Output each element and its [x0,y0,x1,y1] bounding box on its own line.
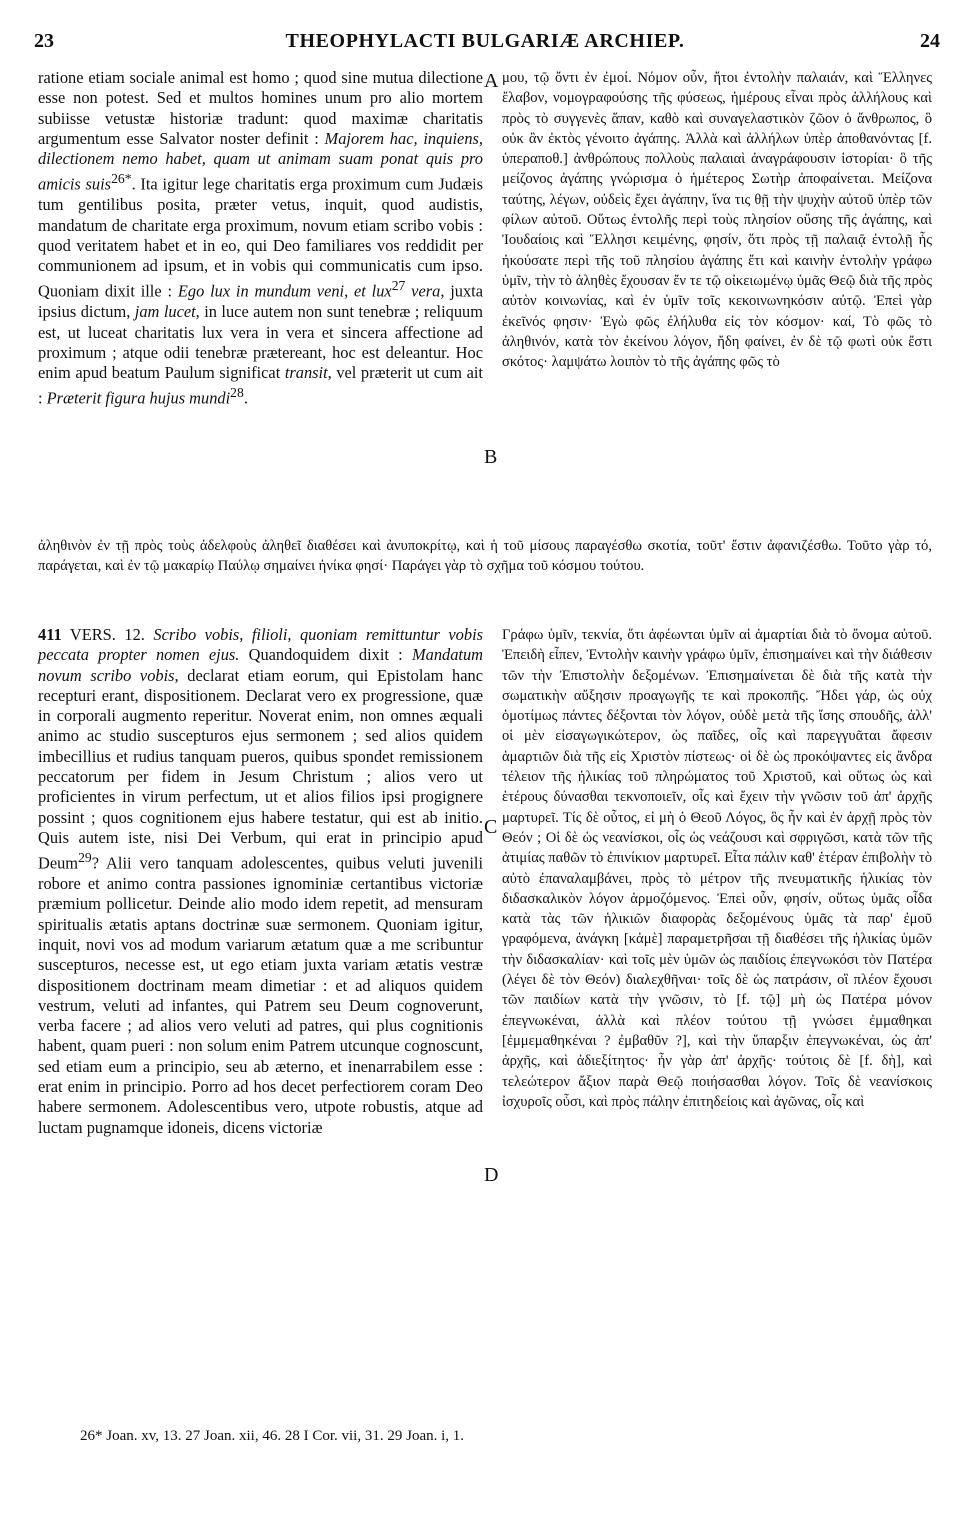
latin-text: , declarat etiam eorum, qui Epistolam hanc recepturi erant, dispositionem. Declarat vero ex progressione, quæ in corporali augmento reperitur. Noverat enim, non omnes æquali animo ac studio suscepturos ejus sermonem ; sed alios quidem imbecillius et rudius tanquam pueros, quibus spondet remissionem peccatorum per fidem in Jesum Christum ; alios vero ut proficientes in virum perfectum, ut et alios filios ipsi progignere possint ; quos cognitionem ejus habere testatur, qui est ab initio. Quis autem iste, nisi Dei Verbum, qui erat in principio apud Deum [38,665,483,873]
scripture-quote: jam lucet [134,302,196,322]
page-number-left: 23 [34,30,54,52]
section-number: 411 [38,625,62,644]
greek-paragraph: μου, τῷ ὄντι ἐν ἐμοί. Νόμον οὖν, ἤτοι ἐντολὴν παλαιάν, καὶ Ἕλληνες ἔλαβον, νομογραφούσης τῆς φύσεως, ἡμέρους εἶναι πρὸς ἀλλήλους καὶ πρὸς τὸ συγγενὲς ἅπαν, καθὸ καὶ συναγελαστικὸν ζῶον ὁ ἄνθρωπος, ὃ οὐκ ἂν ἐκτὸς γένοιτο ἀγάπης. Ἀλλὰ καὶ ἀλλήλων ὑπὲρ ἀποθανόντας [f. ὑπεραποθ.] ἀνθρώπους πολλοὺς παλαιαὶ ἀναγράφουσιν ἱστορίαι· ὃ τῆς μείζονος ἀγάπης γνώρισμα ὁ ἡμέτερος Σωτὴρ ἀποφαίνεται. Μείζονα ταύτης, λέγων, οὐδεὶς ἔχει ἀγάπην, ἵνα τις θῇ τὴν ψυχὴν αὐτοῦ ὑπὲρ τῶν φίλων αὐτοῦ. Οὕτως ἐντολῆς περὶ τοὺς πλησίον οὔσης τῆς ἀγάπης, καὶ Ἰουδαίοις καὶ Ἕλλησι κειμένης, φησίν, ὅτι πρὸς τῇ παλαιᾷ ἐντολῇ ἧς ἠκούσατε περὶ τῆς τοῦ πλησίου ἀγάπης ἔτι καὶ καινὴν ἐντολὴν γράφω ὑμῖν, τὴν τὸ ἀληθὲς ἔχουσαν ἔν τε τῷ οἰκειωμένῳ ὑμᾶς Θεῷ διὰ τῆς πρὸς αὐτὸν κοινωνίας, καὶ ἐν ὑμῖν τοῖς κεκοινωνηκόσιν αὐτῷ. Ἐπεὶ γὰρ ἐκεῖνός φησιν· Ἐγὼ φῶς ἐλήλυθα εἰς τὸν κόσμον· καί, Τὸ φῶς τὸ ἀληθινόν, κατὰ τὸν ἐκείνου λόγον, ἤδη φαίνει, ἐν δὲ τῷ φωτὶ οὐκ ἔστι σκότος· λαμψάτω λοιπὸν τὸ τῆς ἀγάπης φῶς τὸ [502,70,932,371]
latin-text: . Ita igitur lege charitatis erga proximum cum Judæis tum gentilibus posita, præter vetus, inquit, quod audistis, mandatum de charitate erga proximum, novum etiam scribo vobis : quod veritatem habet et in eo, qui Deo familiares vos reddidit per communionem ad ipsum, et in vobis qui communicatis cum ipso. Quoniam dixit ille : [38,174,483,301]
latin-text: , juxta ipsius dictum, [38,281,484,322]
latin-text: ratione etiam sociale animal est homo ; quod sine mutua dilectione esse non potest. Sed et multos homines unum pro alio mortem subiisse vetustæ historiæ tradunt: quod maximæ charitatis argumentum esse Salvator noster definit : [38,68,483,148]
greek-column-top [502,68,932,372]
latin-column-top [38,68,483,409]
footnote-ref: 28 [230,385,244,401]
footnote-ref: 27 [391,278,406,294]
greek-paragraph: Γράφω ὑμῖν, τεκνία, ὅτι ἀφέωνται ὑμῖν αἱ ἁμαρτίαι διὰ τὸ ὄνομα αὐτοῦ. Ἐπειδὴ εἶπεν, Ἐντολὴν καινὴν γράφω ὑμῖν, ἐπισημαίνει καὶ τὴν διάθεσιν τῶν τὴν Ἐπιστολὴν δεξομένων. Ἐπισημαίνεται δὲ διὰ τῆς κατὰ τὴν σωματικὴν αὔξησιν προαγωγῆς τε καὶ προκοπῆς. Ἤδει γάρ, ὡς οὐχ ὁμοτίμως πάντες δέξονται τὸν λόγον, οὐδὲ μετὰ τῆς ἴσης σπουδῆς, ἀλλ' οἱ μὲν εἰσαγωγικώτερον, ὡς παῖδες, οἷς καὶ παρεγγυᾶται ἄφεσιν ἁμαρτιῶν διὰ τῆς εἰς Χριστὸν πίστεως· οἱ δὲ ὡς προκόψαντες εἰς ἄνδρα τέλειον τῆς ἡλικίας τοῦ πληρώματος τοῦ Χριστοῦ, καὶ οὕτως ὡς καὶ ἑτέρους δύνασθαι τεκνοποιεῖν, οἷς καὶ ἔχειν τὴν γνῶσιν τοῦ ἀπ' ἀρχῆς μαρτυρεῖ. Τίς δὲ οὗτος, εἰ μὴ ὁ Θεοῦ Λόγος, ὃς ἦν καὶ ἐν ἀρχῇ πρὸς τὸν Θεόν ; Οἱ δὲ ὡς νεανίσκοι, οἷς ὡς νεάζουσι καὶ σφριγῶσι, κατὰ τῶν τῆς ἀτιμίας παθῶν τὸ ἐπινίκιον μαρτυρεῖ. Εἶτα πάλιν καθ' ἑτέραν ἐπιβολὴν τὸ αὐτὸ ἐπαναλαμβάνει, πρὸς τὸ μέτρον τῆς πνευματικῆς ἡλικίας τὸν διδασκαλικὸν λόγον ἁρμοζόμενος. Ἐπεὶ οὖν, φησίν, οὕτως ὑμᾶς οἶδα κατὰ τὰς τῶν ἡλικιῶν διαφορὰς δεξομένους ὑμᾶς τὰ παρ' ἐμοῦ γραφόμενα, ἀνάγκη [κἀμὲ] παραμετρῆσαι τῇ διαθέσει τῆς ἡλικίας ὑμῶν τὴν διδασκαλίαν· καὶ τοῖς μὲν ὑμῶν ὡς παιδίοις ἐπεγνωκόσι τὸν Πατέρα (λέγει δὲ τὸν Θεόν) διαλεχθῆναι· τοῖς δὲ ὡς πατράσιν, οἳ πλέον ἔχουσι τῶν παιδίων κατὰ τὴν γνῶσιν, τὸ [f. τῷ] μὴ ὡς Πατέρα μόνον ἐπεγνωκέναι, ἀλλὰ καὶ πλέον τούτου τῇ γνώσει ἐμμαθηκαι [ἐμμεμαθηκέναι ? ἐμβαθῦν ?], καὶ τὴν ὕπαρξιν ἐπεγνωκέναι, ὡς ἀπ' ἀρχῆς, καὶ ἀδιεξίτητος· ἦν γὰρ ἀπ' ἀρχῆς· τούτοις δὲ [f. δὴ], καὶ τελεώτερον ἄξιον παρὰ Θεῷ ποιήσασθαι λόγον. Τοῖς δὲ νεανίσκοις ἰσχυροῖς οὖσι, καὶ πρὸς πάλην ἐπιτηδείοις καὶ ἀγῶνας, οἷς καὶ [502,627,932,1110]
footnote-ref: 29 [78,850,92,866]
greek-paragraph: ἀληθινὸν ἐν τῇ πρὸς τοὺς ἀδελφοὺς ἀληθεῖ διαθέσει καὶ ἀνυποκρίτῳ, καὶ ἡ τοῦ μίσους παραγέσθω σκοτία, τοῦτ' ἔστιν ἀφανιζέσθω. Τοῦτο γὰρ τό, παράγεται, καὶ ἐν τῷ μακαρίῳ Παύλῳ σημαίνει ἡνίκα φησί· Παράγει γὰρ τὸ σχῆμα τοῦ κόσμου τούτου. [38,538,932,575]
scripture-quote: Majorem hac, inquiens, dilectionem nemo habet, quam ut animam suam ponat quis pro amicis suis [38,128,483,194]
scripture-quote: transit [284,363,328,383]
scripture-quote: Ego lux in mundum veni, et lux [177,281,392,301]
latin-text: Quandoquidem dixit : [239,645,412,665]
latin-paragraph [38,625,483,1138]
margin-marker-c: C [484,816,498,838]
latin-text: . [243,388,248,408]
page-number-right: 24 [920,30,940,52]
latin-paragraph [38,68,483,409]
latin-text: , in luce autem non sunt tenebræ ; reliquum est, ut luceat charitatis lux vera in vera et sincera affectione ad proximum ; atque odii tenebræ prætereant, hoc est deleantur. Hoc enim apud beatum Paulum significat [38,302,483,383]
scripture-quote: Mandatum novum scribo vobis [38,645,483,685]
greek-column-bottom [502,625,932,1112]
greek-full-width-block [38,536,932,577]
footnotes: 26* Joan. xv, 13. 27 Joan. xii, 46. 28 I Cor. vii, 31. 29 Joan. i, 1. [80,1428,465,1444]
scripture-quote: vera [405,281,441,301]
verse-label: VERS. 12. [61,625,154,644]
running-title: THEOPHYLACTI BULGARIÆ ARCHIEP. [285,30,685,52]
footnote-ref: 26* [111,171,132,187]
latin-text: , vel præterit ut cum ait : [38,363,483,408]
page-header [30,30,940,60]
latin-column-bottom [38,625,483,1138]
scripture-quote: Præterit figura hujus mundi [46,388,231,408]
margin-marker-b: B [484,446,498,468]
margin-marker-a: A [484,70,499,92]
margin-marker-d: D [484,1164,499,1186]
lemma: Scribo vobis, filioli, quoniam remittuntur vobis peccata propter nomen ejus. [38,625,483,665]
latin-text: ? Alii vero tanquam adolescentes, quibus veluti juvenili robore et animo contra passiones ignominiæ certantibus victoriæ præmium pollicetur. Deinde alio modo idem repetit, ad mensuram spiritualis ætatis aptans doctrinæ suæ sermonem. Quoniam igitur, inquit, novi vos ad modum variarum ætatum quæ a me scribuntur suscepturos, necesse est, ut ego etiam juxta variam ætatis vestræ dispositionem doctrinam meam dimetiar : et ad aliquos quidem vestrum, veluti ad infantes, qui Patrem seu Deum cognoverunt, verba facere ; ad alios vero veluti ad patres, qui plus cognitionis habent, quam pueri : non solum enim Patrem utcunque cognoscunt, sed etiam eum a principio, seu ab æterno, et inenarrabilem esse : erat enim in principio. Porro ad hos decet perfectiorem coram Deo habere sermonem. Adolescentibus vero, utpote robustis, atque ad luctam pugnamque idoneis, dicens victoriæ [38,853,483,1137]
